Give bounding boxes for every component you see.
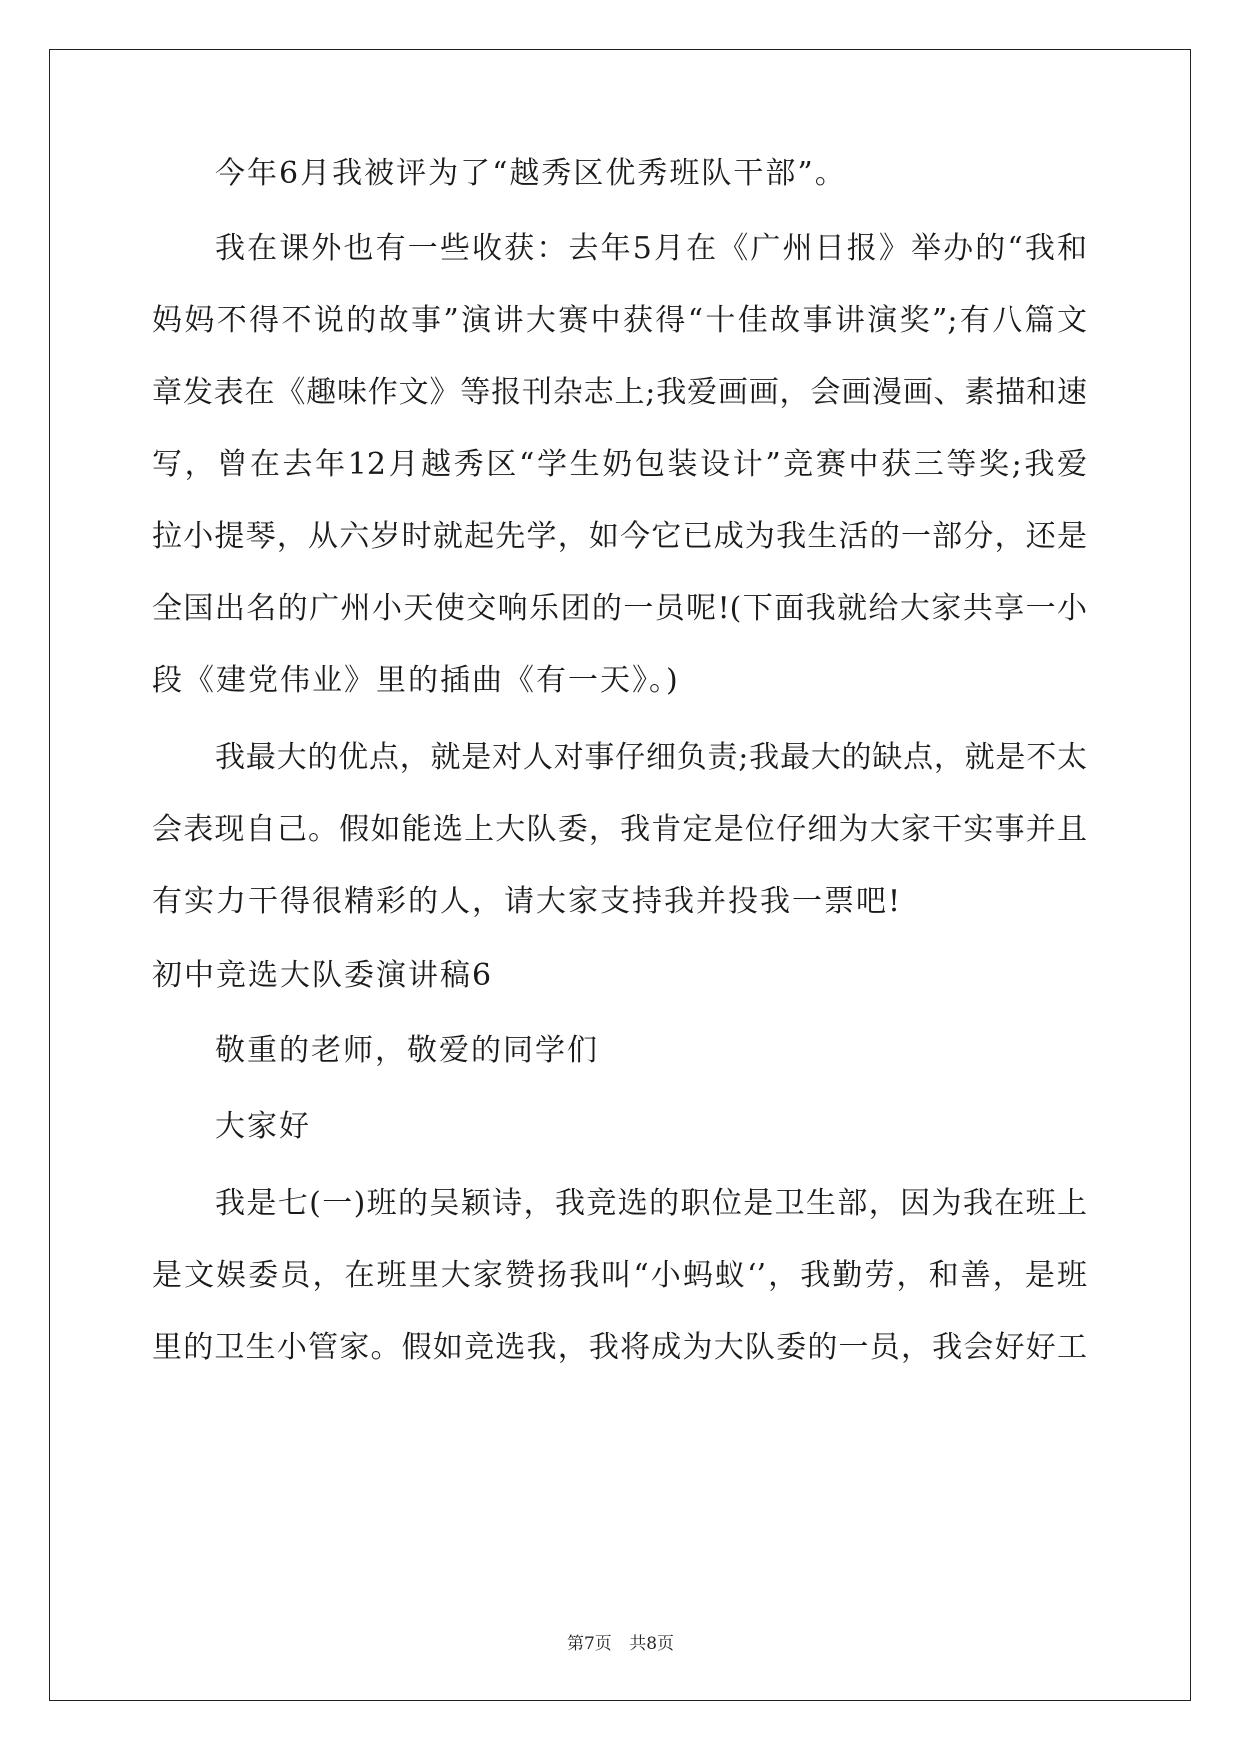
text-line: 有实力干得很精彩的人，请大家支持我并投我一票吧!	[152, 884, 903, 919]
text-line: 敬重的老师，敬爱的同学们	[215, 1033, 599, 1068]
text-line: 我最大的优点，就是对人对事仔细负责;我最大的缺点，就是不太	[215, 740, 1087, 775]
text-line: 妈妈不得不说的故事”演讲大赛中获得“十佳故事讲演奖”;有八篇文	[152, 303, 1087, 338]
text-line: 我是七(一)班的吴颖诗，我竞选的职位是卫生部，因为我在班上	[215, 1186, 1087, 1221]
text-line: 全国出名的广州小天使交响乐团的一员呢!(下面我就给大家共享一小	[152, 591, 1087, 626]
text-line: 今年6月我被评为了“越秀区优秀班队干部”。	[215, 156, 847, 191]
total-pages: 共8页	[629, 1634, 675, 1654]
page-border	[49, 49, 1191, 1701]
text-line: 大家好	[215, 1109, 311, 1144]
text-line: 会表现自己。假如能选上大队委，我肯定是位仔细为大家干实事并且	[152, 812, 1087, 847]
text-line: 我在课外也有一些收获：去年5月在《广州日报》举办的“我和	[215, 231, 1087, 266]
text-line: 拉小提琴，从六岁时就起先学，如今它已成为我生活的一部分，还是	[152, 519, 1087, 554]
text-line: 里的卫生小管家。假如竞选我，我将成为大队委的一员，我会好好工	[152, 1330, 1087, 1365]
text-line: 段《建党伟业》里的插曲《有一天》。)	[152, 663, 680, 698]
text-line: 章发表在《趣味作文》等报刊杂志上;我爱画画，会画漫画、素描和速	[152, 375, 1087, 410]
current-page-number: 第7页	[566, 1634, 612, 1654]
section-heading: 初中竞选大队委演讲稿6	[152, 958, 494, 993]
text-line: 是文娱委员，在班里大家赞扬我叫“小蚂蚁‘’，我勤劳，和善，是班	[152, 1258, 1087, 1293]
text-line: 写，曾在去年12月越秀区“学生奶包装设计”竞赛中获三等奖;我爱	[152, 447, 1087, 482]
page-footer	[0, 1633, 1241, 1655]
